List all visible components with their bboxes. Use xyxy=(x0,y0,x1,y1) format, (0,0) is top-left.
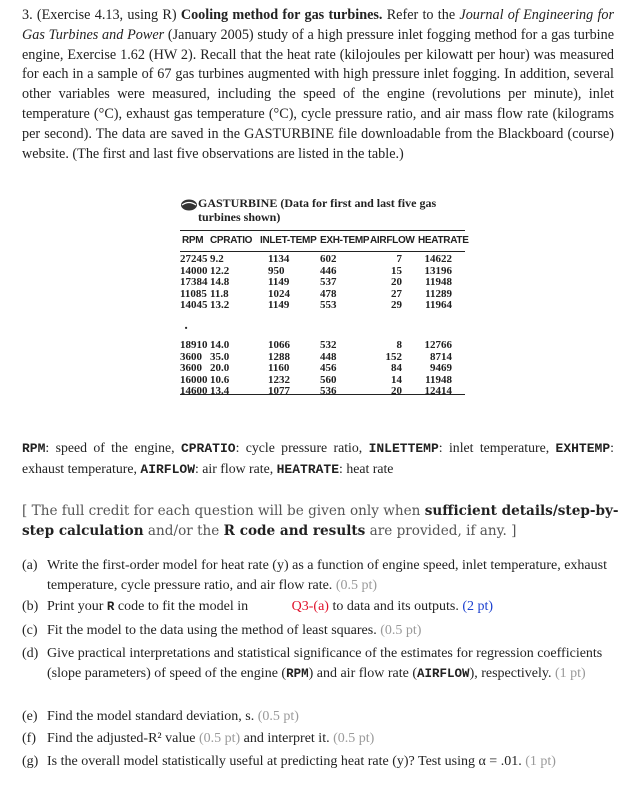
question-a xyxy=(22,556,618,596)
table-header xyxy=(180,230,469,252)
legend-desc: : inlet temperature, xyxy=(438,440,550,455)
table-cell: 35.0 xyxy=(210,350,230,363)
journal-name: Journal of Engineering for Gas Turbines and Power xyxy=(22,7,615,43)
table-cell: 152 xyxy=(385,350,402,363)
question-points: (2 pt) xyxy=(462,599,494,614)
table-cell: 478 xyxy=(320,287,337,300)
table-cell: 14.0 xyxy=(210,339,230,351)
legend-desc: : heat rate xyxy=(339,460,394,476)
legend-desc: : air flow rate, xyxy=(195,460,274,476)
table-cell: 448 xyxy=(320,350,337,363)
question-e xyxy=(22,707,618,727)
table-bottom-rule xyxy=(180,394,465,395)
table-cell: 1066 xyxy=(268,339,290,351)
table-cell: 9469 xyxy=(430,362,452,374)
table-cell: 553 xyxy=(320,299,337,311)
question-label: (g) xyxy=(22,754,39,769)
note-text: are provided, if any. ] xyxy=(369,522,517,539)
legend-key: AIRFLOW xyxy=(140,461,195,477)
table-cell: 560 xyxy=(320,373,337,386)
col-header: EXH-TEMP xyxy=(320,235,370,246)
table-cell: 9.2 xyxy=(210,253,224,265)
problem-title: Cooling method for gas turbines. xyxy=(180,7,383,23)
question-d xyxy=(22,644,618,685)
question-points: (0.5 pt) xyxy=(380,623,422,638)
col-header: AIRFLOW xyxy=(370,235,415,246)
table-cell: 14 xyxy=(391,373,402,386)
question-label: (a) xyxy=(22,558,38,573)
table-cell: 12.2 xyxy=(210,264,230,277)
table-cell: 12766 xyxy=(424,339,452,351)
legend-desc: : cycle pressure ratio, xyxy=(235,440,363,455)
table-cell: 11289 xyxy=(425,287,452,300)
table-cell: 8714 xyxy=(430,350,452,363)
table-cell: 11948 xyxy=(425,276,452,288)
intro-text-2: (January 2005) study of a high pressure inlet fogging method for a gas turbine engine, Exercise 1.62 (HW 2). Recall that the heat rate (kilojoules per kilowatt per hour) was measured for each in a sample of 67 gas turbines augmented with high pressure inlet fogging. In addition, several other variables were measured, including the speed of the engine (revolutions per minute), inlet temperature (°C), exhaust gas temperature (°C), cycle pressure ratio, and air mass flow rate (kilograms per second). The data are saved in the GASTURBINE file downloadable from the Blackboard (course) website. (The first and last five observations are listed in the table.) xyxy=(22,26,614,162)
question-text: Give practical interpretations and statistical significance of the estimates for regression coefficients (slope parameters) of speed of the engine ( xyxy=(47,646,603,681)
table-cell: 14622 xyxy=(424,253,452,265)
table-row xyxy=(180,351,465,363)
table-row xyxy=(180,288,465,300)
legend-desc: : speed of the engine, xyxy=(45,440,175,455)
question-label: (f) xyxy=(22,731,36,746)
table-cell: 20.0 xyxy=(210,362,230,374)
book-icon xyxy=(180,198,198,212)
legend-key: CPRATIO xyxy=(180,441,236,456)
table-cell: 14.8 xyxy=(210,276,230,288)
table-cell: 446 xyxy=(320,264,337,277)
problem-source: (Exercise 4.13, using R) xyxy=(36,7,177,23)
code-token: AIRFLOW xyxy=(417,666,470,681)
col-header: HEATRATE xyxy=(418,235,469,246)
table-cell: 950 xyxy=(268,264,285,277)
intro-text-1: Refer to the xyxy=(386,7,456,23)
table-cell: 1232 xyxy=(268,373,290,386)
question-g xyxy=(22,752,618,772)
note-text: and/or the xyxy=(147,522,220,539)
table-cell: 13.4 xyxy=(210,385,230,397)
table-row xyxy=(180,265,465,277)
table-title: GASTURBINE (Data for first and last five gas turbines shown) xyxy=(198,196,437,224)
question-text: ) and air flow rate ( xyxy=(308,665,418,681)
legend-key: HEATRATE xyxy=(276,461,340,477)
table-cell: 12414 xyxy=(424,385,452,397)
question-label: (c) xyxy=(22,623,38,638)
table-cell: 3600 xyxy=(180,350,202,363)
table-row xyxy=(180,299,465,311)
question-points: (1 pt) xyxy=(525,754,556,769)
table-cell: 532 xyxy=(320,339,337,351)
question-text: Find the adjusted-R² value xyxy=(47,731,196,746)
question-label: (e) xyxy=(22,709,38,724)
legend-key: EXHTEMP xyxy=(555,441,611,456)
table-cell: 7 xyxy=(396,253,402,265)
question-text: Fit the model to the data using the method of least squares. xyxy=(47,623,377,638)
code-token: R xyxy=(106,600,115,614)
question-points: (0.5 pt) xyxy=(335,577,378,593)
table-cell: 16000 xyxy=(180,373,208,386)
question-points: (0.5 pt) xyxy=(198,731,241,746)
question-text: code to fit the model in xyxy=(117,599,249,614)
note-emphasis: sufficient details/step-by-step calculation xyxy=(22,503,619,539)
table-row xyxy=(180,385,465,397)
table-cell: 1160 xyxy=(268,362,290,374)
problem-intro xyxy=(22,6,614,164)
table-row xyxy=(180,339,465,351)
legend-key: INLETTEMP xyxy=(368,441,439,456)
note-emphasis: R code and results xyxy=(223,522,366,539)
table-cell: 20 xyxy=(391,385,402,397)
question-points: (0.5 pt) xyxy=(333,731,375,746)
table-cell: 1077 xyxy=(268,385,290,397)
table-cell: 602 xyxy=(320,253,337,265)
table-row xyxy=(180,253,465,265)
question-text: Print your xyxy=(47,599,104,614)
table-cell: 18910 xyxy=(180,339,208,351)
legend-desc: : exhaust temperature, xyxy=(22,440,614,476)
question-label: (b) xyxy=(22,599,39,614)
col-header: INLET-TEMP xyxy=(260,235,317,246)
table-cell: 8 xyxy=(396,339,402,351)
question-text: and interpret it. xyxy=(243,731,330,746)
table-cell: 14600 xyxy=(180,385,208,397)
question-text: to data and its outputs. xyxy=(332,599,459,614)
question-text: Is the overall model statistically useful at predicting heat rate (y)? Test using α = .01. xyxy=(47,754,522,769)
question-b xyxy=(22,597,618,618)
table-cell: 11948 xyxy=(425,373,452,386)
question-text: ), respectively. xyxy=(469,665,552,681)
table-cell: 15 xyxy=(391,264,402,277)
table-cell: 1288 xyxy=(268,350,290,363)
question-label: (d) xyxy=(22,646,39,661)
variable-legend xyxy=(22,438,614,480)
question-c xyxy=(22,621,618,641)
note-text: [ The full credit for each question will be given only when xyxy=(22,503,421,519)
table-cell: 1024 xyxy=(268,287,290,300)
question-reference-link[interactable]: Q3-(a) xyxy=(291,599,329,614)
question-points: (1 pt) xyxy=(554,665,586,681)
table-cell: 536 xyxy=(320,385,337,397)
table-cell: 17384 xyxy=(180,276,208,288)
table-cell: 11.8 xyxy=(210,287,229,300)
table-cell: 537 xyxy=(320,276,337,288)
table-row xyxy=(180,362,465,374)
table-cell: 13.2 xyxy=(210,299,230,311)
table-cell: 84 xyxy=(391,362,402,374)
credit-note xyxy=(22,502,622,541)
ellipsis-dot: · xyxy=(184,321,189,335)
table-cell: 14000 xyxy=(180,264,208,277)
table-cell: 10.6 xyxy=(210,373,230,386)
code-token: RPM xyxy=(286,666,309,681)
table-cell: 29 xyxy=(391,299,402,311)
col-header: CPRATIO xyxy=(210,235,253,246)
table-row xyxy=(180,374,465,386)
table-cell: 27 xyxy=(391,287,402,300)
question-text: Find the model standard deviation, s. xyxy=(47,709,255,724)
table-cell: 27245 xyxy=(180,253,208,265)
question-f xyxy=(22,729,618,749)
table-cell: 20 xyxy=(391,276,402,288)
table-cell: 3600 xyxy=(180,362,202,374)
table-cell: 1134 xyxy=(268,253,290,265)
table-cell: 11085 xyxy=(180,287,207,300)
question-points: (0.5 pt) xyxy=(257,709,299,724)
table-cell: 1149 xyxy=(268,299,290,311)
table-cell: 14045 xyxy=(180,299,208,311)
col-header: RPM xyxy=(182,235,204,246)
table-cell: 1149 xyxy=(268,276,290,288)
problem-number: 3. xyxy=(22,7,33,23)
table-cell: 11964 xyxy=(425,299,452,311)
table-row xyxy=(180,276,465,288)
data-table xyxy=(180,196,469,397)
table-cell: 456 xyxy=(320,362,337,374)
question-text: Write the first-order model for heat rate (y) as a function of engine speed, inlet temperature, exhaust temperature, cycle pressure ratio, and air flow rate. xyxy=(47,558,607,593)
legend-key: RPM xyxy=(22,441,46,456)
table-cell: 13196 xyxy=(424,264,452,277)
